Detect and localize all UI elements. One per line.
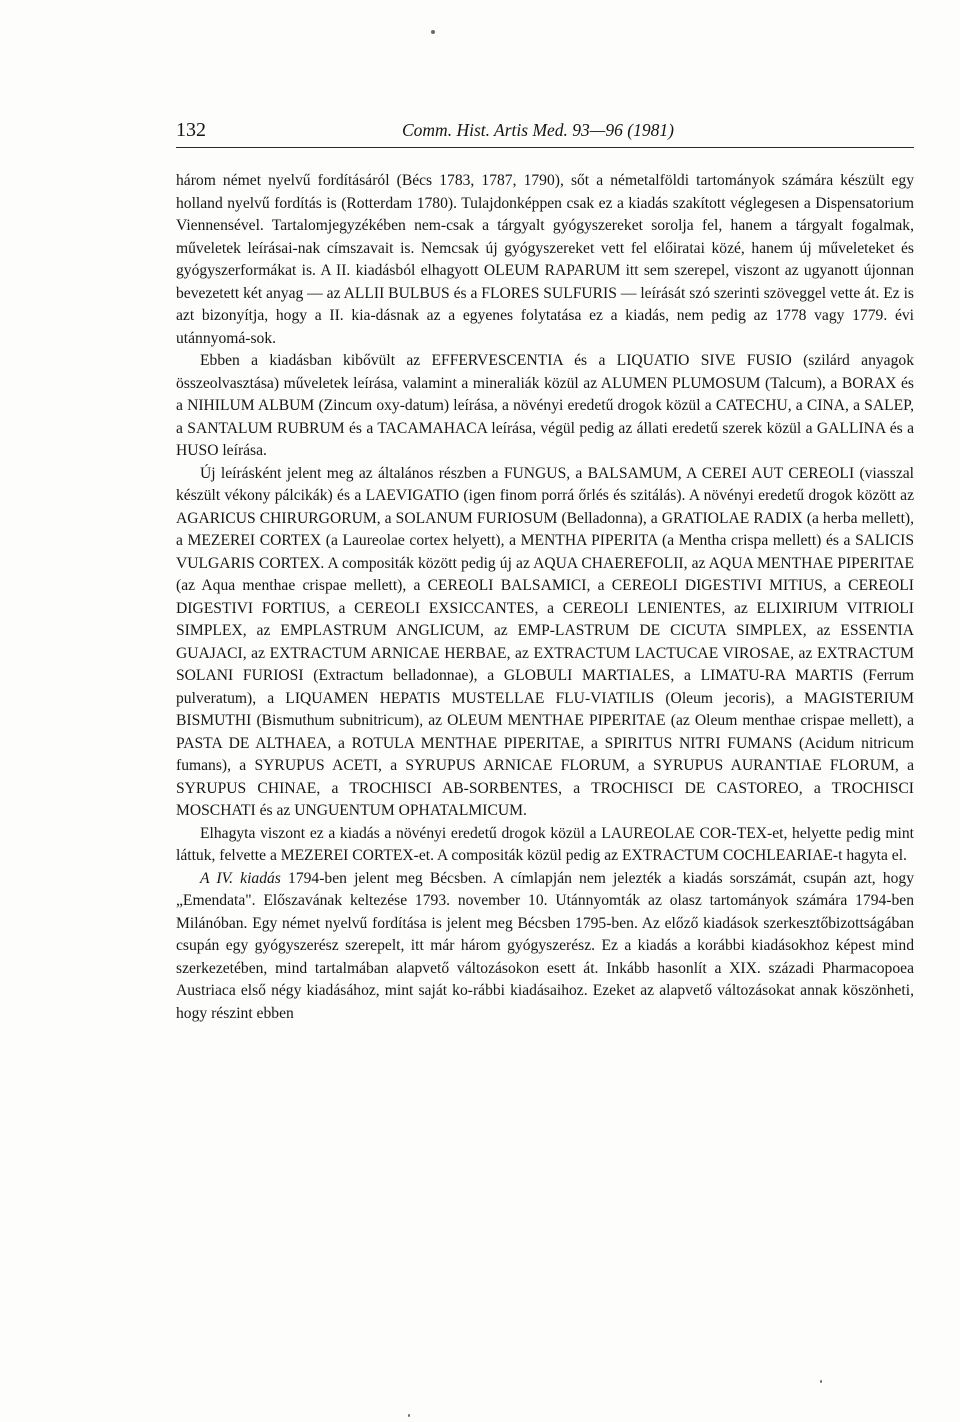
paragraph: Elhagyta viszont ez a kiadás a növényi eredetű drogok közül a LAUREOLAE COR-TEX-et, helyette pedig mint láttuk, felvette a MEZEREI CORTEX-et. A compositák közül pedig az EXTRACTUM COCHLEARIAE-t hagyta el.	[176, 824, 914, 864]
edition-title: A IV. kiadás	[200, 869, 281, 887]
paragraph	[176, 868, 914, 1026]
header-rule	[176, 147, 914, 148]
paragraph-text: 1794-ben jelent meg Bécsben. A címlapján nem jelezték a kiadás sorszámát, csupán azt, hogy „Emendata". Előszavának keltezése 1793. november 10. Utánnyomták az olasz tartományok számára 1794-ben Milánóban. Egy német nyelvű fordítása is jelent meg Bécsben 1795-ben. Az előző kiadások szerkesztőbizottságában csupán egy gyógyszerész szerepelt, itt már három gyógyszerész. Ez a kiadás a korábbi kiadásokhoz képest mind szerkezetében, mind tartalmában alapvető változásokon esett át. Inkább hasonlít a XIX. századi Pharmacopoea Austriaca első négy kiadásához, mint saját ko-rábbi kiadásaihoz. Ezeket az alapvető változásokat annak köszönheti, hogy részint ebben	[176, 869, 915, 1022]
paragraph: Ebben a kiadásban kibővült az EFFERVESCENTIA és a LIQUATIO SIVE FUSIO (szilárd anyagok összeolvasztása) műveletek leírása, valamint a mineraliák közül az ALUMEN PLUMOSUM (Talcum), a BORAX és a NIHILUM ALBUM (Zincum oxy-datum) leírása, a növényi eredetű drogok közül a CATECHU, a CINA, a SALEP, a SANTALUM RUBRUM és a TACAMAHACA leírása, végül pedig az állati eredetű szerek közül a GALLINA és a HUSO leírása.	[176, 352, 914, 459]
paragraph: három német nyelvű fordításáról (Bécs 1783, 1787, 1790), sőt a németalföldi tartományok számára készült egy holland nyelvű fordítás is (Rotterdam 1780). Tulajdonképpen csak ez a kiadás szakított véglegesen a Dispensatorium Viennensével. Tartalomjegyzékében nem-csak a tárgyalt gyógyszereket sorolja fel, hanem a tárgyalt fogalmak, műveletek leírásai-nak címszavait is. Nemcsak új gyógyszereket vett fel előiratai közé, hanem új műveleteket és gyógyszerformákat is. A II. kiadásból elhagyott OLEUM RAPARUM itt sem szerepel, viszont az ugyanott újonnan bevezetett két anyag — az ALLII BULBUS és a FLORES SULFURIS — leírását szó szerinti szöveggel vette át. Ez is azt bizonyítja, hogy a II. kia-dásnak az a egyenes folytatása ez a kiadás, nem pedig az 1778 vagy 1779. évi utánnyomá-sok.	[176, 172, 914, 347]
print-speck	[431, 30, 435, 34]
running-head: Comm. Hist. Artis Med. 93—96 (1981)	[402, 120, 674, 140]
page-header	[176, 115, 914, 145]
paragraph: Új leírásként jelent meg az általános részben a FUNGUS, a BALSAMUM, A CEREI AUT CEREOLI (viasszal készült vékony pálcikák) és a LAEVIGATIO (igen finom porrá őrlés és szitálás). A növényi eredetű drogok között az AGARICUS CHIRURGORUM, a SOLANUM FURIOSUM (Belladonna), a GRATIOLAE RADIX (a herba mellett), a MEZEREI CORTEX (a Laureolae cortex helyett), a MENTHA PIPERITA (a Mentha crispa mellett) és a SALICIS VULGARIS CORTEX. A compositák között pedig új az AQUA CHAEREFOLII, az AQUA MENTHAE PIPERITAE (az Aqua menthae crispae mellett), a CEREOLI BALSAMICI, a CEREOLI DIGESTIVI MITIUS, a CEREOLI DIGESTIVI FORTIUS, a CEREOLI EXSICCANTES, a CEREOLI LENIENTES, az ELIXIRIUM VITRIOLI SIMPLEX, az EMPLASTRUM ANGLICUM, az EMP-LASTRUM DE CICUTA SIMPLEX, az ESSENTIA GUAJACI, az EXTRACTUM ARNICAE HERBAE, az EXTRACTUM LACTUCAE VIROSAE, az EXTRACTUM SOLANI FURIOSI (Extractum belladonnae), a GLOBULI MARTIALES, a LIMATU-RA MARTIS (Ferrum pulveratum), a LIQUAMEN HEPATIS MUSTELLAE FLU-VIATILIS (Oleum jecoris), a MAGISTERIUM BISMUTHI (Bismuthum subnitricum), az OLEUM MENTHAE PIPERITAE (az Oleum menthae crispae mellett), a PASTA DE ALTHAEA, a ROTULA MENTHAE PIPERITAE, a SPIRITUS NITRI FUMANS (Acidum nitricum fumans), a SYRUPUS ACETI, a SYRUPUS ARNICAE FLORUM, a SYRUPUS AURANTIAE FLORUM, a SYRUPUS CHINAE, a TROCHISCI AB-SORBENTES, a TROCHISCI DE CASTOREO, a TROCHISCI MOSCHATI és az UNGUENTUM OPHATALMICUM.	[176, 464, 914, 819]
print-speck	[820, 1380, 822, 1383]
body-text	[176, 170, 914, 1025]
print-speck	[408, 1414, 410, 1417]
page-number: 132	[176, 119, 206, 141]
